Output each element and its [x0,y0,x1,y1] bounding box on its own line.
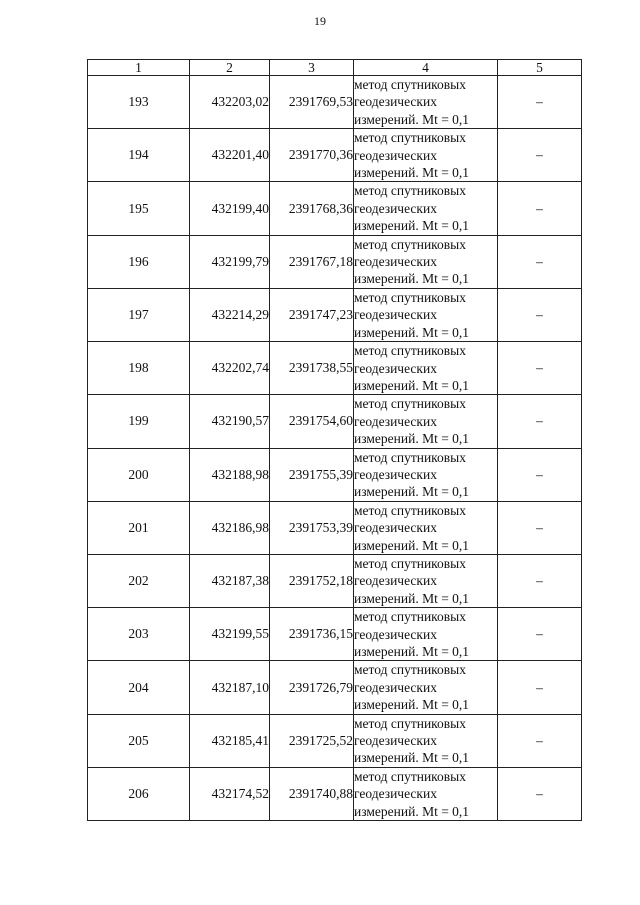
method-line: метод спутниковых [354,396,466,412]
method-cell [354,501,498,554]
table-row [88,554,582,607]
method-line: измерений. Mt = 0,1 [354,324,470,340]
table-row [88,608,582,661]
table-row [88,501,582,554]
method-line: измерений. Mt = 0,1 [354,537,470,553]
method-line: метод спутниковых [354,77,466,92]
table-row [88,235,582,288]
table-row [88,129,582,182]
x-coordinate-cell: 432199,79 [190,235,270,288]
method-line: метод спутниковых [354,662,466,678]
page-number: 19 [314,14,326,28]
point-number-cell: 196 [88,235,190,288]
y-coordinate-cell: 2391754,60 [270,395,354,448]
note-cell: – [498,714,582,767]
y-coordinate-cell: 2391752,18 [270,554,354,607]
x-coordinate-cell: 432214,29 [190,288,270,341]
note-cell: – [498,76,582,129]
method-line: геодезических [354,254,437,270]
table-row [88,714,582,767]
method-line: геодезических [354,520,437,536]
point-number-cell: 201 [88,501,190,554]
method-line: метод спутниковых [354,715,466,731]
note-cell: – [498,288,582,341]
method-line: измерений. Mt = 0,1 [354,431,470,447]
method-line: геодезических [354,307,437,323]
column-header-1: 1 [88,60,190,76]
method-line: метод спутниковых [354,449,466,465]
y-coordinate-cell: 2391726,79 [270,661,354,714]
method-line: измерений. Mt = 0,1 [354,803,470,819]
method-cell [354,767,498,820]
method-line: метод спутниковых [354,555,466,571]
y-coordinate-cell: 2391770,36 [270,129,354,182]
method-line: геодезических [354,733,437,749]
method-cell [354,182,498,235]
column-header-3: 3 [270,60,354,76]
method-cell [354,448,498,501]
x-coordinate-cell: 432187,10 [190,661,270,714]
note-cell: – [498,182,582,235]
table-header-row [88,60,582,76]
x-coordinate-cell: 432174,52 [190,767,270,820]
x-coordinate-cell: 432201,40 [190,129,270,182]
y-coordinate-cell: 2391769,53 [270,76,354,129]
method-line: геодезических [354,466,437,482]
y-coordinate-cell: 2391768,36 [270,182,354,235]
note-cell: – [498,448,582,501]
method-line: измерений. Mt = 0,1 [354,111,470,127]
coordinates-table [87,59,582,821]
note-cell: – [498,501,582,554]
method-line: геодезических [354,360,437,376]
point-number-cell: 193 [88,76,190,129]
table-body [88,76,582,821]
method-line: измерений. Mt = 0,1 [354,271,470,287]
y-coordinate-cell: 2391753,39 [270,501,354,554]
method-line: геодезических [354,200,437,216]
y-coordinate-cell: 2391736,15 [270,608,354,661]
method-line: измерений. Mt = 0,1 [354,590,470,606]
table-row [88,182,582,235]
method-line: измерений. Mt = 0,1 [354,484,470,500]
method-cell [354,76,498,129]
point-number-cell: 205 [88,714,190,767]
table-row [88,661,582,714]
column-header-4: 4 [354,60,498,76]
x-coordinate-cell: 432190,57 [190,395,270,448]
point-number-cell: 202 [88,554,190,607]
x-coordinate-cell: 432185,41 [190,714,270,767]
method-cell [354,608,498,661]
x-coordinate-cell: 432203,02 [190,76,270,129]
x-coordinate-cell: 432186,98 [190,501,270,554]
x-coordinate-cell: 432199,40 [190,182,270,235]
column-header-2: 2 [190,60,270,76]
point-number-cell: 198 [88,342,190,395]
method-line: измерений. Mt = 0,1 [354,697,470,713]
column-header-5: 5 [498,60,582,76]
method-line: геодезических [354,573,437,589]
point-number-cell: 204 [88,661,190,714]
method-line: геодезических [354,413,437,429]
method-cell [354,661,498,714]
method-line: измерений. Mt = 0,1 [354,218,470,234]
table-row [88,76,582,129]
point-number-cell: 199 [88,395,190,448]
point-number-cell: 195 [88,182,190,235]
y-coordinate-cell: 2391747,23 [270,288,354,341]
table-row [88,767,582,820]
note-cell: – [498,608,582,661]
method-line: геодезических [354,94,437,110]
note-cell: – [498,554,582,607]
method-cell [354,288,498,341]
x-coordinate-cell: 432199,55 [190,608,270,661]
point-number-cell: 203 [88,608,190,661]
method-line: метод спутниковых [354,130,466,146]
method-line: метод спутниковых [354,289,466,305]
point-number-cell: 194 [88,129,190,182]
method-line: измерений. Mt = 0,1 [354,644,470,659]
method-line: метод спутниковых [354,183,466,199]
method-line: метод спутниковых [354,502,466,518]
point-number-cell: 206 [88,767,190,820]
point-number-cell: 200 [88,448,190,501]
y-coordinate-cell: 2391725,52 [270,714,354,767]
note-cell: – [498,661,582,714]
x-coordinate-cell: 432187,38 [190,554,270,607]
method-cell [354,129,498,182]
x-coordinate-cell: 432202,74 [190,342,270,395]
table-row [88,395,582,448]
method-line: измерений. Mt = 0,1 [354,377,470,393]
method-line: метод спутниковых [354,609,466,625]
note-cell: – [498,395,582,448]
table-row [88,342,582,395]
method-line: геодезических [354,626,437,642]
note-cell: – [498,342,582,395]
table-row [88,448,582,501]
x-coordinate-cell: 432188,98 [190,448,270,501]
method-line: измерений. Mt = 0,1 [354,165,470,181]
method-line: метод спутниковых [354,343,466,359]
note-cell: – [498,129,582,182]
y-coordinate-cell: 2391767,18 [270,235,354,288]
method-line: метод спутниковых [354,768,466,784]
y-coordinate-cell: 2391740,88 [270,767,354,820]
table-row [88,288,582,341]
y-coordinate-cell: 2391738,55 [270,342,354,395]
point-number-cell: 197 [88,288,190,341]
y-coordinate-cell: 2391755,39 [270,448,354,501]
method-line: метод спутниковых [354,236,466,252]
method-cell [354,714,498,767]
method-cell [354,554,498,607]
method-cell [354,395,498,448]
method-cell [354,235,498,288]
method-line: геодезических [354,679,437,695]
note-cell: – [498,767,582,820]
method-line: геодезических [354,786,437,802]
method-line: геодезических [354,147,437,163]
method-line: измерений. Mt = 0,1 [354,750,470,766]
method-cell [354,342,498,395]
note-cell: – [498,235,582,288]
